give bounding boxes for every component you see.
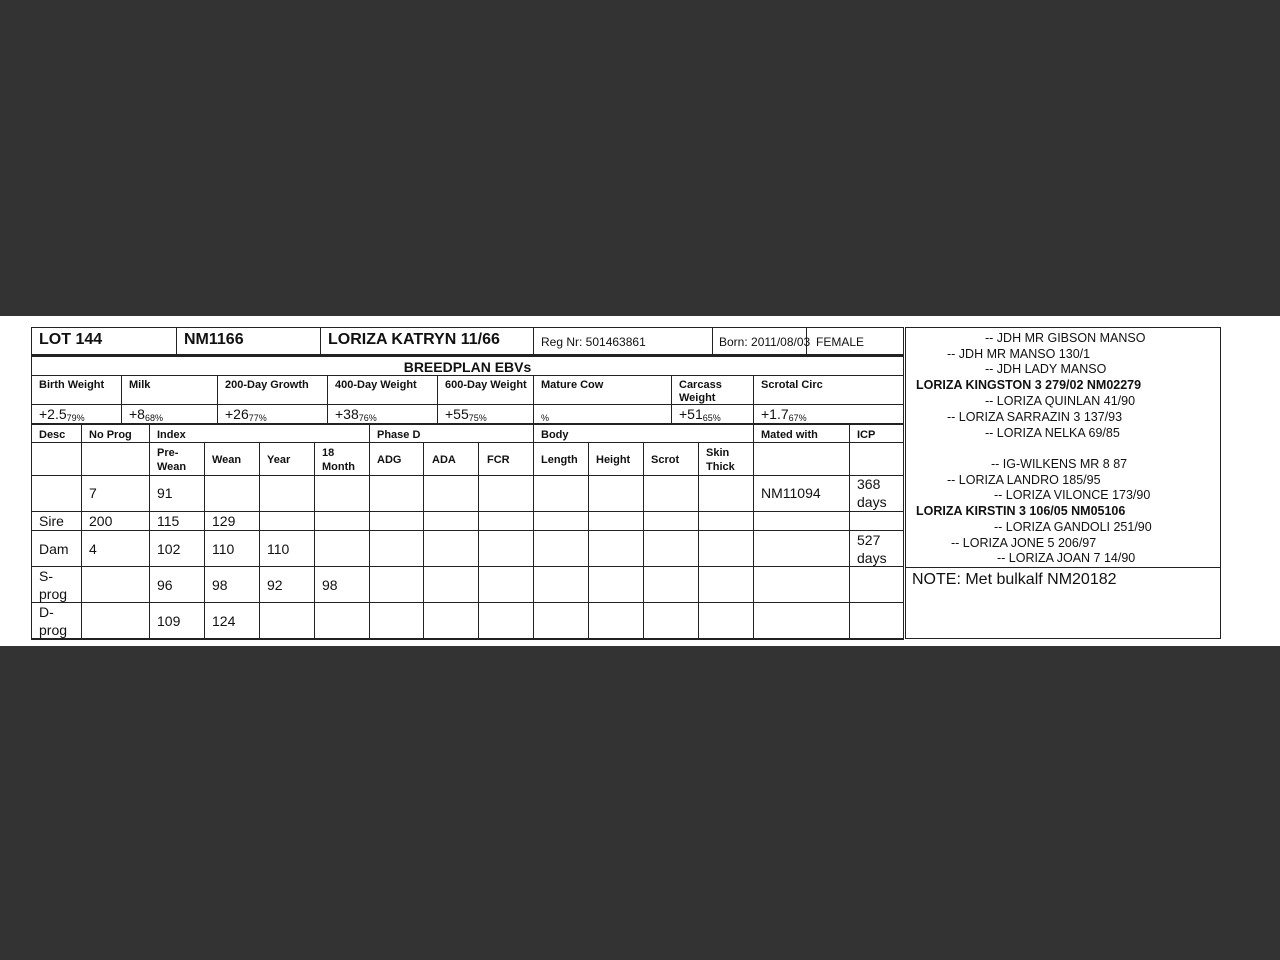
pedigree-line-14: -- LORIZA JOAN 7 14/90: [997, 551, 1136, 565]
pedigree-line-1: -- JDH MR GIBSON MANSO: [985, 331, 1146, 345]
pedigree-line-5: -- LORIZA QUINLAN 41/90: [985, 394, 1136, 408]
col-length: Length: [541, 454, 578, 466]
pedigree-line-6: -- LORIZA SARRAZIN 3 137/93: [947, 410, 1123, 424]
own-icp-unit: days: [857, 494, 887, 510]
col-fcr: FCR: [487, 454, 510, 466]
col-ada: ADA: [432, 454, 456, 466]
dprog-pre-wean: 109: [157, 613, 181, 629]
dam-pre-wean: 102: [157, 541, 181, 557]
registration-number: Reg Nr: 501463861: [541, 335, 646, 349]
animal-id: NM1166: [184, 331, 244, 348]
own-pre-wean: 91: [157, 485, 173, 501]
col-year: Year: [267, 454, 291, 466]
col-18-month-1: 18: [322, 447, 335, 459]
col-body: Body: [541, 429, 569, 441]
sprog-wean: 98: [212, 577, 228, 593]
col-pre-wean-1: Pre-: [157, 447, 179, 459]
col-no-prog: No Prog: [89, 429, 132, 441]
col-height: Height: [596, 454, 631, 466]
pedigree-line-12: -- LORIZA GANDOLI 251/90: [994, 520, 1152, 534]
dprog-wean: 124: [212, 613, 236, 629]
pedigree-line-3: -- JDH LADY MANSO: [985, 362, 1107, 376]
ebv-label-scrotal-circ: Scrotal Circ: [761, 379, 823, 391]
pedigree-line-7: -- LORIZA NELKA 69/85: [985, 426, 1120, 440]
dprog-label-2: prog: [39, 622, 68, 638]
birth-date: Born: 2011/08/03: [719, 335, 811, 349]
pedigree-line-9: -- LORIZA LANDRO 185/95: [947, 473, 1101, 487]
dam-wean: 110: [212, 541, 235, 557]
ebv-600-day-weight: $+55_{75\%}$: [445, 406, 487, 423]
ebv-label-carcass: Carcass: [679, 379, 722, 391]
ebv-label-mature-cow: Mature Cow: [541, 379, 604, 391]
note: NOTE: Met bulkalf NM20182: [912, 571, 1117, 588]
sire-pre-wean: 115: [157, 513, 180, 529]
col-skin-thick-1: Skin: [706, 447, 730, 459]
ebv-milk: $+8_{68\%}$: [129, 406, 163, 423]
ebv-label-carcass-weight: Weight: [679, 392, 716, 404]
col-skin-thick-2: Thick: [706, 461, 735, 473]
col-wean: Wean: [212, 454, 242, 466]
col-phase-d: Phase D: [377, 429, 421, 441]
dam-icp-value: 527: [857, 532, 881, 548]
col-18-month-2: Month: [322, 461, 355, 473]
dam-icp-unit: days: [857, 550, 887, 566]
sprog-pre-wean: 96: [157, 577, 173, 593]
ebv-mature-cow: %: [541, 413, 550, 423]
sire-no-prog: 200: [89, 513, 113, 529]
sire-wean: 129: [212, 513, 236, 529]
sprog-label-2: prog: [39, 586, 68, 602]
ebv-title: BREEDPLAN EBVs: [403, 359, 532, 375]
lot-number: LOT 144: [39, 331, 103, 348]
dam-no-prog: 4: [89, 541, 97, 557]
ebv-label-birth-weight: Birth Weight: [39, 379, 105, 391]
col-adg: ADG: [377, 454, 402, 466]
sprog-label-1: S-: [39, 568, 53, 584]
pedigree-line-8: -- IG-WILKENS MR 8 87: [991, 457, 1128, 471]
dam-label: Dam: [39, 541, 69, 557]
ebv-400-day-weight: $+38_{76\%}$: [335, 406, 377, 423]
ebv-label-600-day-weight: 600-Day Weight: [445, 379, 527, 391]
sire-label: Sire: [39, 513, 64, 529]
col-mated-with: Mated with: [761, 429, 818, 441]
dam-year: 110: [267, 541, 290, 557]
ebv-label-200-day-growth: 200-Day Growth: [225, 379, 309, 391]
pedigree-sire: LORIZA KINGSTON 3 279/02 NM02279: [916, 378, 1142, 392]
pedigree-dam: LORIZA KIRSTIN 3 106/05 NM05106: [916, 504, 1126, 518]
sex: FEMALE: [816, 335, 865, 349]
ebv-scrotal-circ: $+1.7_{67\%}$: [761, 406, 807, 423]
col-icp: ICP: [857, 429, 876, 441]
ebv-200-day-growth: $+26_{77\%}$: [225, 406, 267, 423]
own-mated-with: NM11094: [761, 485, 821, 501]
ebv-label-milk: Milk: [129, 379, 151, 391]
own-no-prog: 7: [89, 485, 97, 501]
col-pre-wean-2: Wean: [157, 461, 187, 473]
ebv-birth-weight: $+2.5_{79\%}$: [39, 406, 85, 423]
pedigree-line-2: -- JDH MR MANSO 130/1: [947, 347, 1091, 361]
ebv-carcass-weight: $+51_{65\%}$: [679, 406, 721, 423]
lot-card: [0, 316, 1280, 646]
own-icp-value: 368: [857, 476, 881, 492]
col-index: Index: [157, 429, 186, 441]
ebv-label-400-day-weight: 400-Day Weight: [335, 379, 417, 391]
pedigree-line-13: -- LORIZA JONE 5 206/97: [951, 536, 1097, 550]
dprog-label-1: D-: [39, 604, 54, 620]
pedigree-line-10: -- LORIZA VILONCE 173/90: [994, 488, 1151, 502]
col-scrot: Scrot: [651, 454, 680, 466]
col-desc: Desc: [39, 429, 66, 441]
sprog-18-month: 98: [322, 577, 338, 593]
sprog-year: 92: [267, 577, 283, 593]
animal-name: LORIZA KATRYN 11/66: [328, 331, 500, 348]
